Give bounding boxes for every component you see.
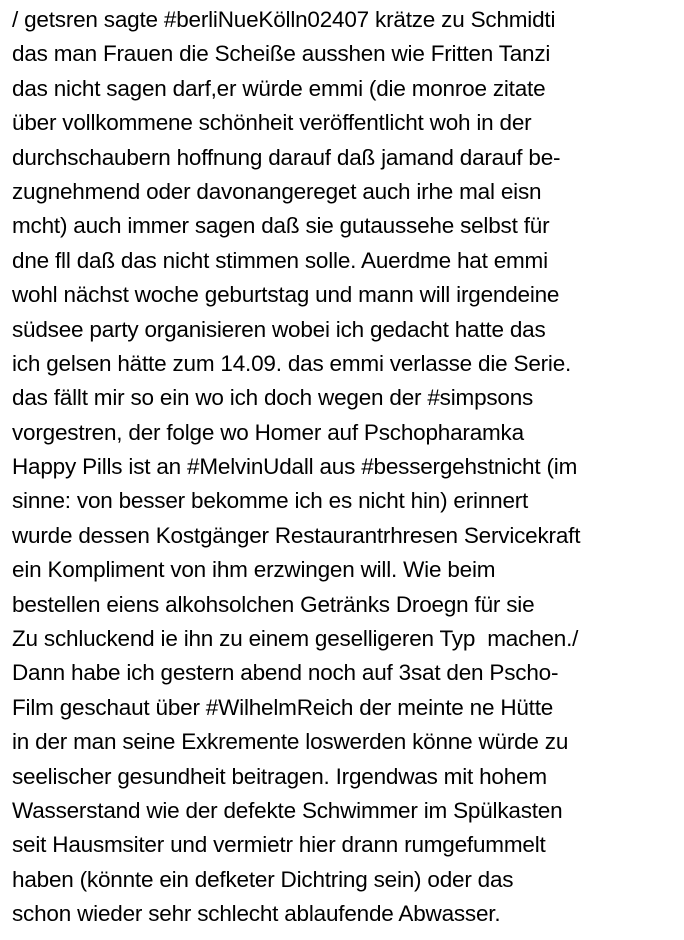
text-line-5: durchschaubern hoffnung darauf daß jamand darauf be- (12, 144, 561, 170)
text-line-7: mcht) auch immer sagen daß sie gutaussehe selbst für (12, 213, 550, 239)
text-line-11: ich gelsen hätte zum 14.09. das emmi verlasse die Serie. (12, 350, 572, 376)
text-line-23: seelischer gesundheit beitragen. Irgendwas mit hohem (12, 763, 547, 789)
text-line-6: zugnehmend oder davonangereget auch irhe mal eisn (12, 178, 542, 204)
text-line-24: Wasserstand wie der defekte Schwimmer im Spülkasten (12, 797, 563, 823)
text-line-16: wurde dessen Kostgänger Restaurantrhresen Servicekraft (12, 522, 581, 548)
text-line-22: in der man seine Exkremente loswerden könne würde zu (12, 729, 569, 755)
text-line-15: sinne: von besser bekomme ich es nicht hin) erinnert (12, 488, 529, 514)
text-line-14: Happy Pills ist an #MelvinUdall aus #bessergehstnicht (im (12, 454, 578, 480)
text-line-18: bestellen eiens alkohsolchen Getränks Droegn für sie (12, 591, 535, 617)
text-line-26: haben (könnte ein defketer Dichtring sein) oder das (12, 866, 514, 892)
text-line-4: über vollkommene schönheit veröffentlicht woh in der (12, 110, 532, 136)
text-line-8: dne fll daß das nicht stimmen solle. Auerdme hat emmi (12, 247, 548, 273)
text-line-13: vorgestren, der folge wo Homer auf Pschopharamka (12, 419, 524, 445)
text-line-12: das fällt mir so ein wo ich doch wegen der #simpsons (12, 385, 534, 411)
text-line-2: das man Frauen die Scheiße ausshen wie Fritten Tanzi (12, 41, 551, 67)
text-line-9: wohl nächst woche geburtstag und mann will irgendeine (12, 282, 560, 308)
text-line-17: ein Kompliment von ihm erzwingen will. Wie beim (12, 557, 496, 583)
text-line-1: / getsren sagte #berliNueKölln02407 krätze zu Schmidti (12, 7, 556, 32)
document-body (12, 3, 684, 932)
text-line-21: Film geschaut über #WilhelmReich der meinte ne Hütte (12, 694, 554, 720)
text-line-3: das nicht sagen darf,er würde emmi (die monroe zitate (12, 75, 546, 101)
text-line-25: seit Hausmsiter und vermietr hier drann rumgefummelt (12, 832, 546, 858)
text-line-19: Zu schluckend ie ihn zu einem geselligeren Typ machen./ (12, 626, 579, 652)
text-line-27: schon wieder sehr schlecht ablaufende Abwasser. (12, 901, 501, 927)
text-line-20: Dann habe ich gestern abend noch auf 3sat den Pscho- (12, 660, 559, 686)
text-line-10: südsee party organisieren wobei ich gedacht hatte das (12, 316, 546, 342)
